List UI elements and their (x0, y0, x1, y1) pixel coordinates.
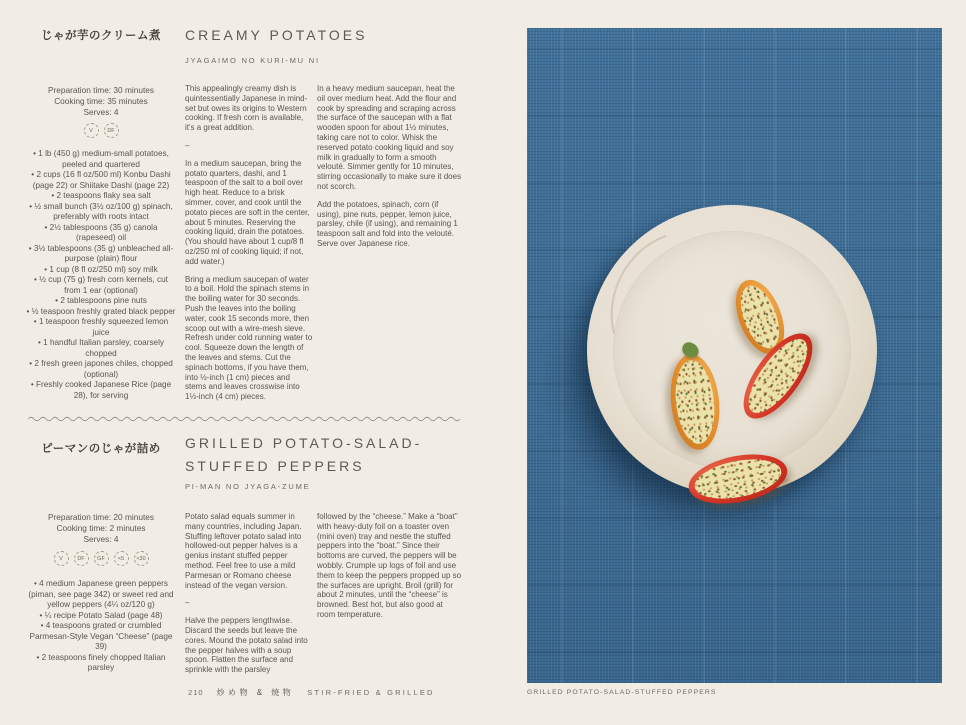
recipe2-japanese-title: ピーマンのじゃが詰め (41, 443, 161, 455)
recipe2-method-column-2 (317, 512, 462, 628)
recipe2-diet-badges (25, 551, 177, 566)
ingredient: • 4 teaspoons grated or crumbled Parmesan-Style Vegan “Cheese” (page 39) (25, 621, 177, 653)
method-paragraph: Bring a medium saucepan of water to a boil. Hold the spinach stems in the boiling water for 30 seconds. Push the leaves into the boiling water, cook 15 seconds more, then scoop out with a wire-mesh sieve. Refresh under cold running water to cool. Squeeze down the length of the leaves and stems. Cut the spinach bottoms, if you have them, into ½-inch (1 cm) pieces and stems and leaves crosswise into 1½-inch (4 cm) pieces. (185, 274, 313, 402)
recipe1-title-line: CREAMY POTATOES (185, 27, 368, 43)
recipe2-title (185, 432, 485, 478)
recipe2-meta (25, 512, 177, 544)
section-title-japanese: 炒め物 & 焼物 (216, 688, 295, 697)
recipe1-method-column-1 (185, 84, 313, 410)
recipe1-diet-badges (25, 123, 177, 138)
method-paragraph: In a medium saucepan, bring the potato quarters, dashi, and 1 teaspoon of the salt to a boil over high heat. Reduce to a brisk simmer, cover, and cook until the potato pieces are soft in the center, about 5 minutes. Reserving the cooking liquid, drain the potatoes. (You should have about 1 cup/8 fl oz/250 ml of cooking liquid; if not, add water.) (185, 158, 310, 266)
diet-badge: GF (94, 551, 109, 566)
diet-badge: V (54, 551, 69, 566)
diet-badge: DF (74, 551, 89, 566)
ingredient: • 1 teaspoon freshly squeezed lemon juice (25, 317, 177, 338)
method-paragraph: Potato salad equals summer in many countries, including Japan. Stuffing leftover potato salad into hollowed-out pepper halves is a genius instant stuffed pepper method. Feel free to use a mild Parmesan or Romano cheese instead of the vegan version. (185, 512, 302, 590)
meta-line: Preparation time: 30 minutes (47, 85, 155, 95)
ingredient: • 1 cup (8 fl oz/250 ml) soy milk (25, 265, 177, 276)
ingredient: • 2 fresh green japones chiles, chopped (optional) (25, 359, 177, 380)
page-number: 210 (188, 688, 204, 697)
method-paragraph: followed by the “cheese.” Make a “boat” with heavy-duty foil on a toaster oven (mini oven) tray and nestle the stuffed peppers into the “boat.” Since their bottoms are curved, the peppers will be wobbly. Crumple up logs of foil and use them to keep the peppers propped up so the surfaces are upright. Broil (grill) for about 2 minutes, until the “cheese” is browned. Best hot, but also good at room temperature. (317, 512, 462, 619)
recipe1-meta (25, 85, 177, 117)
recipe2-ingredients (25, 579, 177, 674)
ingredient: • 2½ tablespoons (35 g) canola (rapeseed) oil (25, 223, 177, 244)
ingredient: • 2 cups (16 fl oz/500 ml) Konbu Dashi (page 22) or Shiitake Dashi (page 22) (25, 170, 177, 191)
ingredient: • 3½ tablespoons (35 g) unbleached all-purpose (plain) flour (25, 244, 177, 265)
method-paragraph: – (185, 598, 190, 608)
ingredient: • ½ small bunch (3½ oz/100 g) spinach, preferably with roots intact (25, 202, 177, 223)
ingredient: • 1 handful Italian parsley, coarsely chopped (25, 338, 177, 359)
ingredient: • 2 tablespoons pine nuts (25, 296, 177, 307)
recipe1-japanese-title: じゃが芋のクリーム煮 (41, 30, 161, 42)
ingredient: • 2 teaspoons flaky sea salt (25, 191, 177, 202)
page-footer (188, 687, 435, 698)
diet-badge: V (84, 123, 99, 138)
ingredient: • ¼ recipe Potato Salad (page 48) (25, 611, 177, 622)
recipe2-title-line: GRILLED POTATO-SALAD- (185, 435, 423, 451)
potato-salad-stuffing (672, 358, 719, 446)
recipe-photo (527, 28, 942, 683)
recipe1-romaji: JYAGAIMO NO KURI-MU NI (185, 56, 320, 65)
recipe2-method-column-1 (185, 512, 313, 683)
diet-badge: <30 (134, 551, 149, 566)
meta-line: Preparation time: 20 minutes (47, 512, 155, 522)
meta-line: Cooking time: 35 minutes (54, 95, 148, 106)
recipe1-title (185, 24, 485, 47)
ingredient: • ½ cup (75 g) fresh corn kernels, cut from 1 ear (optional) (25, 275, 177, 296)
section-title-english: STIR-FRIED & GRILLED (307, 688, 435, 697)
method-paragraph: Add the potatoes, spinach, corn (if using), pine nuts, pepper, lemon juice, parsley, chile (if using), and remaining 1 teaspoon salt and fold into the velouté. Serve over Japanese rice. (317, 199, 458, 248)
ingredient: • 1 lb (450 g) medium-small potatoes, peeled and quartered (25, 149, 177, 170)
recipe2-title-line: STUFFED PEPPERS (185, 458, 365, 474)
diet-badge: <5 (114, 551, 129, 566)
method-paragraph: This appealingly creamy dish is quintessentially Japanese in mind-set but owes its origins to Western cooking. If fresh corn is available, it's a great addition. (185, 84, 308, 133)
meta-line: Serves: 4 (83, 533, 119, 544)
recipe1-method-column-2 (317, 84, 462, 257)
meta-line: Serves: 4 (83, 106, 119, 117)
method-paragraph: Halve the peppers lengthwise. Discard the seeds but leave the cores. Mound the potato salad into the pepper halves with a soup spoon. Flatten the surface and sprinkle with the parsley (185, 616, 308, 675)
method-paragraph: In a heavy medium saucepan, heat the oil over medium heat. Add the flour and cook by spreading and scraping across the surface of the saucepan with a flat wooden spoon for about 1½ minutes, taking care not to color. Whisk the reserved potato cooking liquid and soy milk in gradually to form a smooth velouté. Simmer gently for 10 minutes, stirring occasionally to make sure it does not scorch. (317, 84, 462, 191)
recipe2-romaji: PI-MAN NO JYAGA-ZUME (185, 482, 311, 491)
ingredient: • 2 teaspoons finely chopped Italian parsley (25, 653, 177, 674)
ingredient: • 4 medium Japanese green peppers (piman, see page 342) or sweet red and yellow peppers (4¼ oz/120 g) (25, 579, 177, 611)
plate (587, 205, 877, 495)
ingredient: • Freshly cooked Japanese Rice (page 28), for serving (25, 380, 177, 401)
wavy-divider (28, 414, 460, 423)
recipe1-ingredients (25, 149, 177, 401)
photo-caption: GRILLED POTATO-SALAD-STUFFED PEPPERS (527, 689, 717, 696)
method-paragraph: – (185, 140, 190, 150)
diet-badge: DF (104, 123, 119, 138)
ingredient: • ½ teaspoon freshly grated black pepper (25, 307, 177, 318)
meta-line: Cooking time: 2 minutes (56, 522, 146, 533)
